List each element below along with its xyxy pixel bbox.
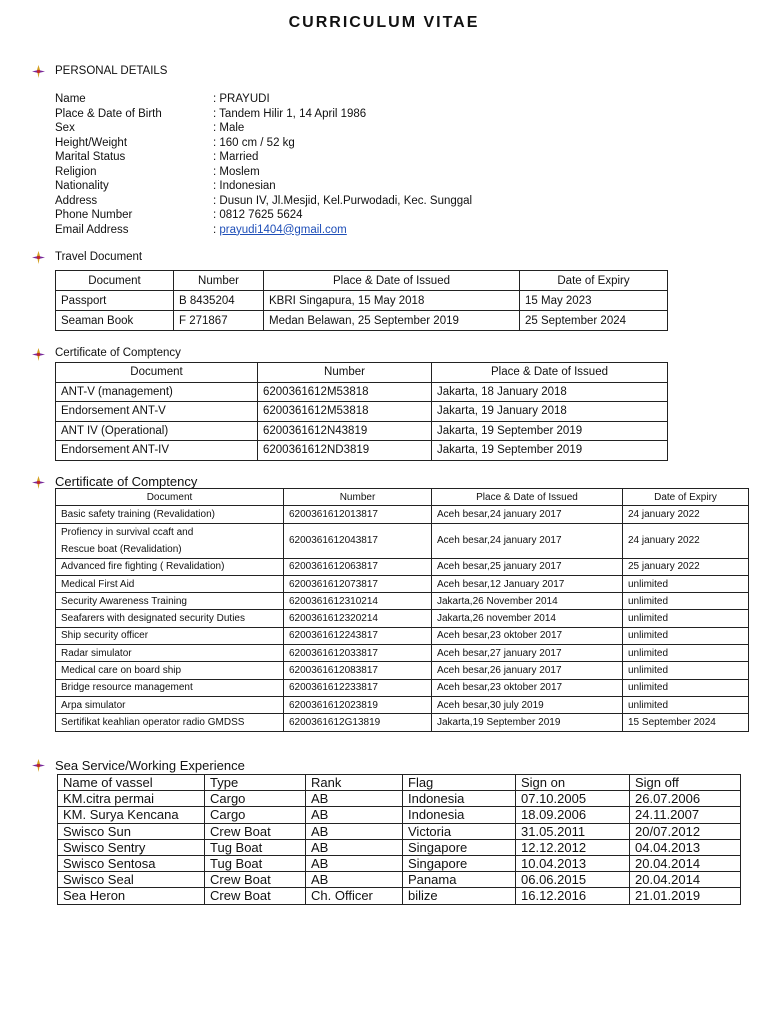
detail-row bbox=[55, 136, 472, 151]
cell-document bbox=[56, 523, 284, 558]
cell-flag: Panama bbox=[403, 872, 516, 888]
cell-rank: AB bbox=[306, 872, 403, 888]
cell-document: Sertifikat keahlian operator radio GMDSS bbox=[56, 714, 284, 731]
cell-vessel: Sea Heron bbox=[58, 888, 205, 904]
cell-document: Arpa simulator bbox=[56, 696, 284, 713]
cell-sign-off: 21.01.2019 bbox=[630, 888, 741, 904]
table-header-row bbox=[56, 271, 668, 291]
table-row bbox=[56, 662, 749, 679]
cell-vessel: KM.citra permai bbox=[58, 791, 205, 807]
table-row bbox=[56, 421, 668, 441]
table-row bbox=[58, 823, 741, 839]
cell-rank: AB bbox=[306, 807, 403, 823]
column-header: Flag bbox=[403, 775, 516, 791]
cell-number: 6200361612N43819 bbox=[258, 421, 432, 441]
cell-document: Bridge resource management bbox=[56, 679, 284, 696]
cell-issued: Aceh besar,24 january 2017 bbox=[432, 506, 623, 523]
table-header-row bbox=[56, 489, 749, 506]
table-row bbox=[56, 575, 749, 592]
cell-sign-on: 06.06.2015 bbox=[516, 872, 630, 888]
column-header: Date of Expiry bbox=[623, 489, 749, 506]
table-row bbox=[56, 627, 749, 644]
table-row bbox=[58, 855, 741, 871]
cell-type: Cargo bbox=[205, 791, 306, 807]
cell-vessel: Swisco Sun bbox=[58, 823, 205, 839]
cell-number: B 8435204 bbox=[174, 291, 264, 311]
cell-type: Crew Boat bbox=[205, 823, 306, 839]
cell-document: Ship security officer bbox=[56, 627, 284, 644]
column-header: Document bbox=[56, 271, 174, 291]
cell-document: Seafarers with designated security Duties bbox=[56, 610, 284, 627]
cell-expiry: unlimited bbox=[623, 679, 749, 696]
cell-document: Seaman Book bbox=[56, 311, 174, 331]
cell-issued: KBRI Singapura, 15 May 2018 bbox=[264, 291, 520, 311]
section-heading-travel: Travel Document bbox=[55, 251, 143, 263]
cell-issued: Aceh besar,23 oktober 2017 bbox=[432, 627, 623, 644]
column-header: Document bbox=[56, 489, 284, 506]
cell-document: ANT-V (management) bbox=[56, 382, 258, 402]
detail-row bbox=[55, 150, 472, 165]
cell-sign-on: 10.04.2013 bbox=[516, 855, 630, 871]
cell-number: F 271867 bbox=[174, 311, 264, 331]
detail-label: Phone Number bbox=[55, 209, 133, 221]
cell-issued: Aceh besar,26 january 2017 bbox=[432, 662, 623, 679]
cell-type: Crew Boat bbox=[205, 888, 306, 904]
cell-rank: AB bbox=[306, 823, 403, 839]
cell-vessel: Swisco Seal bbox=[58, 872, 205, 888]
column-header: Place & Date of Issued bbox=[264, 271, 520, 291]
cell-number: 6200361612073817 bbox=[284, 575, 432, 592]
coc-table bbox=[55, 362, 668, 461]
column-header: Number bbox=[258, 363, 432, 383]
table-row bbox=[56, 441, 668, 461]
table-row bbox=[56, 523, 749, 558]
cell-number: 6200361612083817 bbox=[284, 662, 432, 679]
cell-number: 6200361612M53818 bbox=[258, 382, 432, 402]
detail-value bbox=[213, 223, 347, 238]
table-row bbox=[56, 558, 749, 575]
detail-row bbox=[55, 92, 472, 107]
cell-number: 6200361612243817 bbox=[284, 627, 432, 644]
detail-row bbox=[55, 165, 472, 180]
cell-sign-off: 04.04.2013 bbox=[630, 839, 741, 855]
cell-number: 6200361612013817 bbox=[284, 506, 432, 523]
table-row bbox=[56, 679, 749, 696]
cell-number: 6200361612G13819 bbox=[284, 714, 432, 731]
cell-number: 6200361612310214 bbox=[284, 593, 432, 610]
cell-expiry: 25 january 2022 bbox=[623, 558, 749, 575]
table-row bbox=[56, 696, 749, 713]
cop-table bbox=[55, 488, 749, 732]
table-row bbox=[56, 382, 668, 402]
table-row bbox=[56, 593, 749, 610]
cell-flag: Singapore bbox=[403, 855, 516, 871]
cell-expiry: unlimited bbox=[623, 696, 749, 713]
cell-expiry: 15 September 2024 bbox=[623, 714, 749, 731]
cell-rank: Ch. Officer bbox=[306, 888, 403, 904]
table-header-row bbox=[58, 775, 741, 791]
column-header: Type bbox=[205, 775, 306, 791]
cell-issued: Jakarta,26 November 2014 bbox=[432, 593, 623, 610]
table-row bbox=[56, 610, 749, 627]
section-heading-coc: Certificate of Comptency bbox=[55, 347, 181, 359]
cell-document: Passport bbox=[56, 291, 174, 311]
column-header: Place & Date of Issued bbox=[432, 489, 623, 506]
column-header: Document bbox=[56, 363, 258, 383]
email-prefix: : bbox=[213, 223, 220, 236]
cell-document-line: Profiency in survival ccaft and bbox=[61, 526, 194, 538]
detail-value: : Moslem bbox=[213, 165, 260, 178]
cell-number: 6200361612063817 bbox=[284, 558, 432, 575]
cell-document: Radar simulator bbox=[56, 645, 284, 662]
table-row bbox=[56, 402, 668, 422]
column-header: Sign on bbox=[516, 775, 630, 791]
detail-value: : Tandem Hilir 1, 14 April 1986 bbox=[213, 107, 367, 120]
cell-flag: Victoria bbox=[403, 823, 516, 839]
table-row bbox=[58, 888, 741, 904]
cell-expiry: 24 january 2022 bbox=[623, 523, 749, 558]
bullet-icon bbox=[32, 476, 45, 489]
cell-rank: AB bbox=[306, 855, 403, 871]
detail-label: Height/Weight bbox=[55, 136, 128, 149]
detail-label: Marital Status bbox=[55, 151, 126, 163]
column-header: Date of Expiry bbox=[520, 271, 668, 291]
detail-value: : 160 cm / 52 kg bbox=[213, 136, 295, 149]
cell-issued: Aceh besar,30 july 2019 bbox=[432, 696, 623, 713]
cell-issued: Jakarta,26 november 2014 bbox=[432, 610, 623, 627]
table-row bbox=[58, 839, 741, 855]
detail-label: Email Address bbox=[55, 223, 129, 236]
cell-issued: Jakarta,19 September 2019 bbox=[432, 714, 623, 731]
detail-row bbox=[55, 107, 472, 122]
cell-document: Advanced fire fighting ( Revalidation) bbox=[56, 558, 284, 575]
cell-document: Medical care on board ship bbox=[56, 662, 284, 679]
table-row bbox=[56, 311, 668, 331]
table-row bbox=[56, 291, 668, 311]
detail-label: Address bbox=[55, 194, 98, 207]
cell-vessel: Swisco Sentry bbox=[58, 839, 205, 855]
cell-rank: AB bbox=[306, 791, 403, 807]
cell-expiry: unlimited bbox=[623, 610, 749, 627]
cell-expiry: 15 May 2023 bbox=[520, 291, 668, 311]
cell-expiry: unlimited bbox=[623, 593, 749, 610]
cell-type: Cargo bbox=[205, 807, 306, 823]
cell-sign-off: 20.04.2014 bbox=[630, 872, 741, 888]
table-row bbox=[58, 791, 741, 807]
cell-number: 6200361612M53818 bbox=[258, 402, 432, 422]
cell-sign-off: 26.07.2006 bbox=[630, 791, 741, 807]
cell-issued: Jakarta, 19 September 2019 bbox=[432, 421, 668, 441]
page-title: CURRICULUM VITAE bbox=[288, 14, 480, 31]
table-header-row bbox=[56, 363, 668, 383]
cell-document: Medical First Aid bbox=[56, 575, 284, 592]
cell-sign-off: 24.11.2007 bbox=[630, 807, 741, 823]
cell-issued: Aceh besar,25 january 2017 bbox=[432, 558, 623, 575]
detail-row bbox=[55, 223, 472, 238]
detail-value: : Male bbox=[213, 122, 245, 134]
cell-sign-off: 20.04.2014 bbox=[630, 855, 741, 871]
cell-document: Endorsement ANT-IV bbox=[56, 441, 258, 461]
cell-issued: Aceh besar,24 january 2017 bbox=[432, 523, 623, 558]
detail-value: : PRAYUDI bbox=[213, 93, 270, 105]
cell-type: Tug Boat bbox=[205, 855, 306, 871]
cell-expiry: 25 September 2024 bbox=[520, 311, 668, 331]
cell-type: Tug Boat bbox=[205, 839, 306, 855]
cell-document: Endorsement ANT-V bbox=[56, 402, 258, 422]
column-header: Number bbox=[174, 271, 264, 291]
cell-document: Basic safety training (Revalidation) bbox=[56, 506, 284, 523]
bullet-icon bbox=[32, 348, 45, 361]
cell-vessel: Swisco Sentosa bbox=[58, 855, 205, 871]
cell-type: Crew Boat bbox=[205, 872, 306, 888]
cell-issued: Jakarta, 19 September 2019 bbox=[432, 441, 668, 461]
cell-expiry: unlimited bbox=[623, 662, 749, 679]
cell-flag: Indonesia bbox=[403, 791, 516, 807]
cell-sign-on: 07.10.2005 bbox=[516, 791, 630, 807]
detail-label: Sex bbox=[55, 122, 75, 134]
cell-number: 6200361612023819 bbox=[284, 696, 432, 713]
cell-number: 6200361612ND3819 bbox=[258, 441, 432, 461]
cell-document-line: Rescue boat (Revalidation) bbox=[61, 543, 182, 555]
detail-row bbox=[55, 194, 472, 209]
column-header: Name of vassel bbox=[58, 775, 205, 791]
bullet-icon bbox=[32, 759, 45, 772]
detail-value: : Indonesian bbox=[213, 180, 276, 192]
bullet-icon bbox=[32, 251, 45, 264]
column-header: Place & Date of Issued bbox=[432, 363, 668, 383]
cell-expiry: unlimited bbox=[623, 627, 749, 644]
section-heading-sea-service: Sea Service/Working Experience bbox=[55, 758, 245, 773]
cell-number: 6200361612043817 bbox=[284, 523, 432, 558]
sea-service-table bbox=[57, 774, 741, 905]
cell-document: ANT IV (Operational) bbox=[56, 421, 258, 441]
detail-label: Religion bbox=[55, 165, 97, 178]
cell-sign-on: 16.12.2016 bbox=[516, 888, 630, 904]
detail-value: : Married bbox=[213, 151, 259, 163]
section-heading-cop: Certificate of Comptency bbox=[55, 474, 198, 489]
section-heading-personal: PERSONAL DETAILS bbox=[55, 65, 168, 77]
cell-vessel: KM. Surya Kencana bbox=[58, 807, 205, 823]
cell-number: 6200361612033817 bbox=[284, 645, 432, 662]
detail-value: : 0812 7625 5624 bbox=[213, 209, 303, 221]
table-row bbox=[56, 645, 749, 662]
cell-flag: bilize bbox=[403, 888, 516, 904]
column-header: Rank bbox=[306, 775, 403, 791]
cell-rank: AB bbox=[306, 839, 403, 855]
cell-issued: Medan Belawan, 25 September 2019 bbox=[264, 311, 520, 331]
cell-number: 6200361612233817 bbox=[284, 679, 432, 696]
table-row bbox=[56, 714, 749, 731]
cell-number: 6200361612320214 bbox=[284, 610, 432, 627]
detail-row bbox=[55, 208, 472, 223]
column-header: Sign off bbox=[630, 775, 741, 791]
travel-document-table bbox=[55, 270, 668, 331]
cell-flag: Indonesia bbox=[403, 807, 516, 823]
table-row bbox=[56, 506, 749, 523]
cell-document: Security Awareness Training bbox=[56, 593, 284, 610]
cell-expiry: unlimited bbox=[623, 645, 749, 662]
cell-issued: Aceh besar,12 January 2017 bbox=[432, 575, 623, 592]
cell-issued: Aceh besar,23 oktober 2017 bbox=[432, 679, 623, 696]
detail-row bbox=[55, 179, 472, 194]
cell-issued: Jakarta, 18 January 2018 bbox=[432, 382, 668, 402]
table-row bbox=[58, 807, 741, 823]
email-link[interactable]: prayudi1404@gmail.com bbox=[219, 223, 347, 236]
cell-expiry: 24 january 2022 bbox=[623, 506, 749, 523]
detail-label: Place & Date of Birth bbox=[55, 107, 162, 120]
bullet-icon bbox=[32, 65, 45, 78]
table-row bbox=[58, 872, 741, 888]
cell-sign-on: 18.09.2006 bbox=[516, 807, 630, 823]
cell-expiry: unlimited bbox=[623, 575, 749, 592]
detail-label: Nationality bbox=[55, 180, 109, 192]
cell-sign-on: 31.05.2011 bbox=[516, 823, 630, 839]
detail-label: Name bbox=[55, 93, 86, 105]
cell-issued: Jakarta, 19 January 2018 bbox=[432, 402, 668, 422]
detail-row bbox=[55, 121, 472, 136]
detail-value: : Dusun IV, Jl.Mesjid, Kel.Purwodadi, Kec. Sunggal bbox=[213, 194, 473, 207]
column-header: Number bbox=[284, 489, 432, 506]
cell-issued: Aceh besar,27 january 2017 bbox=[432, 645, 623, 662]
cell-flag: Singapore bbox=[403, 839, 516, 855]
cell-sign-off: 20/07.2012 bbox=[630, 823, 741, 839]
cell-sign-on: 12.12.2012 bbox=[516, 839, 630, 855]
personal-details bbox=[55, 92, 472, 237]
